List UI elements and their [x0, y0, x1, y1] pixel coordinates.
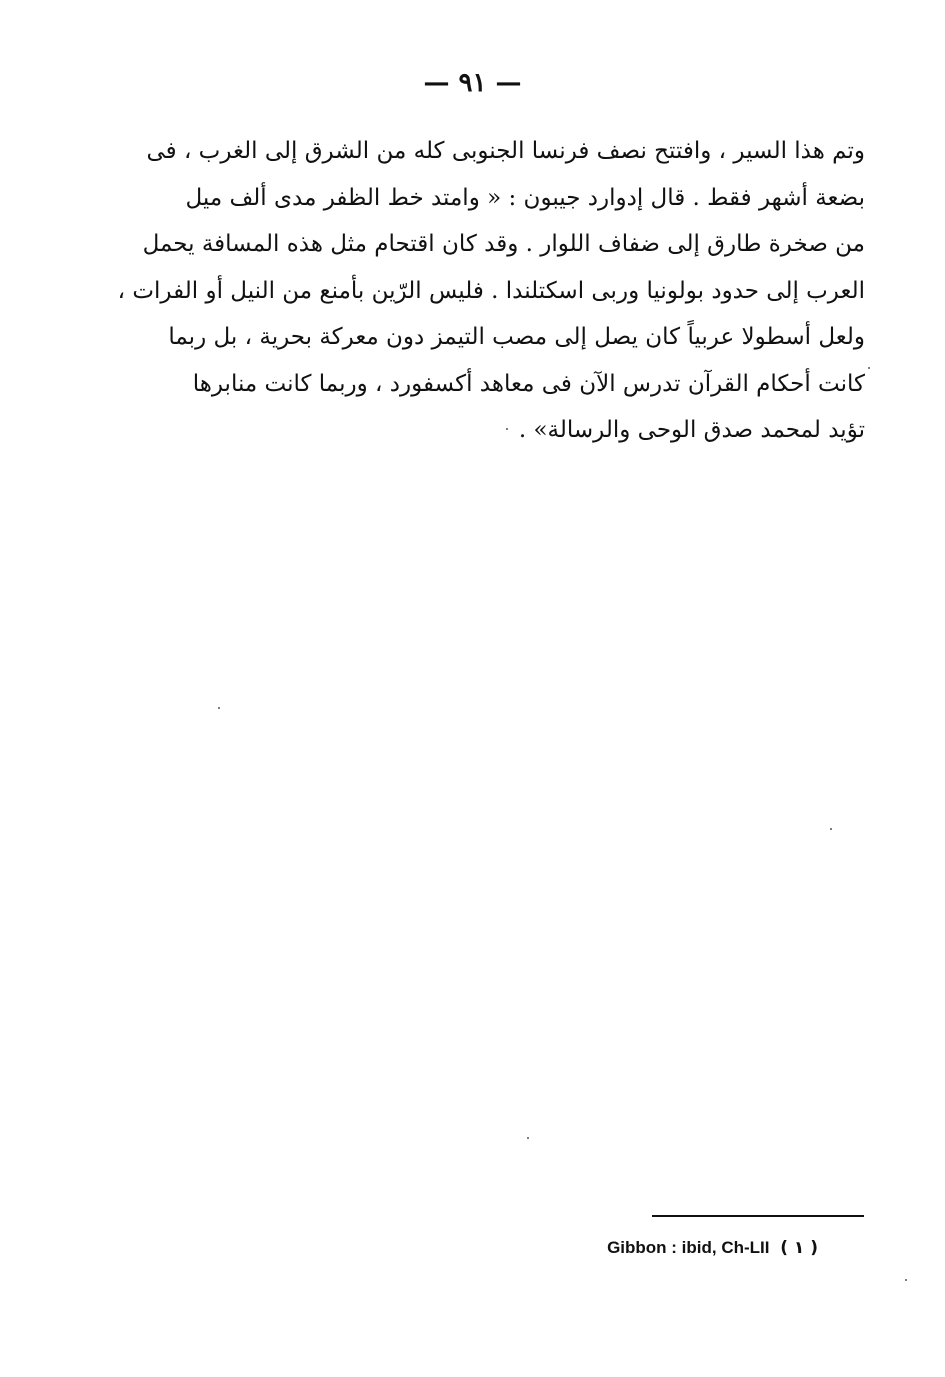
footnote-divider — [652, 1215, 864, 1217]
body-line: وتم هذا السير ، وافتتح نصف فرنسا الجنوبى كله من الشرق إلى الغرب ، فى — [146, 138, 865, 164]
body-line: ولعل أسطولا عربياً كان يصل إلى مصب التيمز دون معركة بحرية ، بل ربما — [168, 324, 865, 350]
body-line: كانت أحكام القرآن تدرس الآن فى معاهد أكسفورد ، وربما كانت منابرها — [192, 370, 865, 397]
body-paragraph — [117, 128, 865, 454]
body-line: العرب إلى حدود بولونيا وربى اسكتلندا . فليس الرّين بأمنع من النيل أو الفرات ، — [117, 277, 865, 304]
body-line: بضعة أشهر فقط . قال إدوارد جيبون : « وامتد خط الظفر مدى ألف ميل — [185, 184, 865, 211]
scan-speck — [830, 828, 832, 830]
body-line: من صخرة طارق إلى ضفاف اللوار . وقد كان اقتحام مثل هذه المسافة يحمل — [142, 231, 865, 257]
scan-speck — [506, 428, 508, 430]
body-line: تؤيد لمحمد صدق الوحى والرسالة» . — [518, 417, 865, 443]
scan-speck — [527, 1137, 529, 1139]
page-number: — ٩١ — — [423, 68, 522, 98]
scan-speck — [868, 367, 870, 369]
footnote — [607, 1238, 818, 1258]
scan-speck — [905, 1279, 907, 1281]
footnote-marker: ( ١ ) — [780, 1238, 818, 1258]
scan-speck — [218, 707, 220, 709]
footnote-text: Gibbon : ibid, Ch-LII — [607, 1238, 770, 1257]
